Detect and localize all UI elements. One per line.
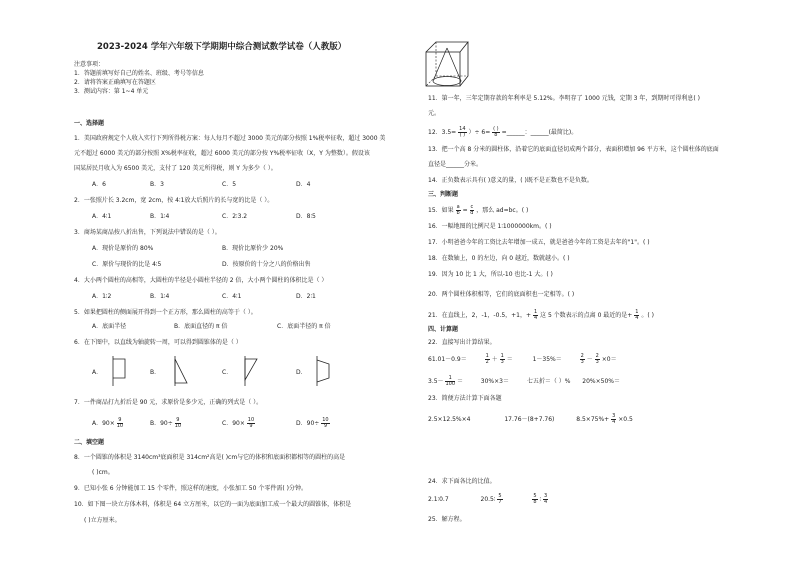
q1-option-a[interactable]: A．6: [92, 181, 106, 188]
ratio-item: ∶: [539, 496, 542, 503]
fraction-numerator: 10: [322, 417, 329, 423]
q4-option-a[interactable]: A．1∶2: [92, 293, 112, 300]
question-13-line: 直径是______分米。: [428, 161, 483, 168]
q7-option-b[interactable]: [150, 418, 181, 429]
fraction-1-3: $\frac{1}{3}$: [500, 353, 504, 365]
q3-option-b[interactable]: B．现价比原价少 20%: [222, 245, 284, 252]
q12-fraction-2: [492, 127, 500, 138]
fraction-2-3: $\frac{2}{3}$: [595, 353, 599, 365]
calc-item: 17.76－(8+7.76): [504, 416, 555, 423]
q1-option-b[interactable]: B．3: [150, 181, 164, 188]
ratio-item: 2.1∶0.7: [428, 496, 449, 503]
calc-item: ×0.5: [618, 416, 633, 423]
ratio-item: 20.5∶: [480, 496, 496, 503]
question-20: 20．两个圆柱体积相等，它们的底面积也一定相等。( ): [428, 291, 575, 298]
notes-line: 3．测试内容：第 1~4 单元: [74, 88, 149, 95]
q15-prefix: 15．如果: [428, 207, 454, 214]
calc-item: 1－35%＝: [532, 356, 562, 363]
q7-option-d[interactable]: [296, 418, 330, 429]
q6-figure-a: [108, 356, 130, 386]
q2-option-d[interactable]: D．8∶5: [296, 213, 316, 220]
question-11-line: 元。: [428, 110, 441, 117]
question-9: 9．已知小张 6 分钟能加工 15 个零件，照这样的速度，小张加工 50 个零件需( )分钟。: [74, 485, 307, 492]
q5-option-b[interactable]: B．底面直径的 π 倍: [174, 323, 228, 330]
q7-option-a-label: A．90×: [92, 420, 115, 427]
question-22: 22．直接写出计算结果。: [428, 339, 496, 346]
q2-option-a[interactable]: A．4∶1: [92, 213, 112, 220]
fraction-numerator: ( ): [493, 126, 499, 132]
cube-with-cone-figure: [424, 40, 472, 90]
q21-fraction: $\frac{1}{4}$: [533, 309, 538, 321]
question-10-line: 10．如下图一块立方体木料，体积是 64 立方厘米，以它的一面为底面加工成一个最大的圆锥体，体积是: [74, 501, 352, 508]
question-12: [428, 127, 577, 138]
calc-op: ＝: [506, 356, 513, 363]
question-14: 14．正负数表示具有( )意义的量，( )既不是正数也不是负数。: [428, 177, 593, 184]
q6-figure-b: [170, 356, 192, 386]
q5-option-c[interactable]: C．底面半径的 π 倍: [277, 323, 331, 330]
question-10-line: ( )立方厘米。: [84, 517, 121, 524]
question-1-line: 国某居民月收入为 6500 美元，支付了 120 美元所得税，则 Y 为多少（ ）。: [74, 165, 277, 172]
q2-option-c[interactable]: C．2∶3.2: [222, 213, 248, 220]
fraction-denominator: 10: [116, 423, 124, 429]
question-8-line: ( )cm。: [92, 469, 114, 476]
fraction-denominator: 9: [323, 423, 327, 429]
fraction-5-8: $\frac{5}{8}$: [533, 493, 537, 505]
calc-op: ×0＝: [601, 356, 617, 363]
q15-fraction-c-d: $\frac{c}{d}$: [470, 204, 474, 216]
q12-middle: ）÷ 6=: [468, 129, 491, 136]
question-15: 15．如果 $\frac{a}{b}$ = $\frac{c}{d}$ ，那么 ad=bc。( ): [428, 204, 529, 216]
q1-option-d[interactable]: D．4: [296, 181, 311, 188]
question-17: 17．小明爸爸今年的工资比去年增加一成五，就是爸爸今年的工资是去年的"1"。( ): [428, 239, 650, 246]
q7-option-d-fraction: [321, 418, 329, 429]
notes-line: 2．请将答案正确填写在答题区: [74, 79, 156, 86]
question-21: [428, 310, 654, 321]
calc-item: 30%×3＝: [480, 378, 509, 385]
q7-option-a[interactable]: [92, 418, 123, 429]
question-3: 3．商场某商品按八折出售，下列说法中错误的是（ ）。: [74, 229, 221, 236]
q6-option-b[interactable]: B．: [150, 369, 161, 376]
question-8-line: 8．一个圆锥的体积是 3140cm³底面积是 314cm²高是( )cm与它的体积和底面积都相等的圆柱的高是: [74, 454, 346, 461]
q1-option-c[interactable]: C．5: [222, 181, 237, 188]
question-1-line: 元不超过 6000 美元的部分按照 X%税率征收，超过 6000 美元的部分按 Y%税率征收（X，Y 为整数）。假设该: [74, 150, 370, 157]
calc-item: 3.5－: [428, 378, 444, 385]
q6-figure-c: [240, 356, 262, 386]
q6-option-a[interactable]: A．: [92, 369, 103, 376]
q7-option-c[interactable]: [222, 418, 255, 429]
question-2: 2．一张照片长 3.2cm，宽 2cm，按 4∶1放大后照片的长与宽的比是（ ）。: [74, 197, 274, 204]
q5-option-a[interactable]: A．底面半径: [92, 323, 127, 330]
calc-row-3: [428, 414, 633, 425]
section-heading-choice: 一、选择题: [74, 120, 105, 127]
fraction-numerator: 14: [459, 126, 466, 132]
question-4: 4．大小两个圆柱的高相等，大圆柱的半径是小圆柱半径的 2 倍，大小两个圆柱的体积比是（ ）: [74, 277, 328, 284]
calc-item: 61.01－0.9＝: [428, 356, 467, 363]
fraction-denominator: 8: [494, 132, 498, 138]
fraction-denominator: ( ): [459, 132, 466, 138]
q7-option-c-fraction: [247, 418, 255, 429]
q12-suffix: =______：______(最简比)。: [501, 129, 578, 136]
q3-option-d[interactable]: D．按原价的十分之八的价格出售: [222, 261, 311, 268]
question-18: 18．在数轴上，0 的左边，向 0 越近，数就越小。( ): [428, 255, 570, 262]
fraction-2-3: $\frac{2}{3}$: [580, 353, 584, 365]
notes-line: 1．答题前填写好自己的姓名、班级、考号等信息: [74, 70, 204, 77]
q6-figure-d: [312, 356, 334, 386]
calc-item: 8.5×75%+: [576, 416, 610, 423]
q3-option-a[interactable]: A．现价是原价的 80%: [92, 245, 154, 252]
section-heading-fill: 二、填空题: [74, 439, 105, 446]
question-19: 19．因为 10 比 1 大，所以-10 也比-1 大。( ): [428, 271, 553, 278]
question-24: 24．求下面各比的比值。: [428, 478, 496, 485]
section-heading-calc: 四、计算题: [428, 326, 459, 333]
question-11-line: 11．第一年，三年定期存款的年利率是 5.12%。李明存了 1000 元钱，定期 3 年，到期时可得利息( ): [428, 95, 700, 102]
q12-fraction-1: [458, 127, 466, 138]
q7-option-c-label: C．90×: [222, 420, 245, 427]
section-heading-judge: 三、判断题: [428, 191, 459, 198]
fraction-denominator: 9: [249, 423, 253, 429]
q21-tail: 这 5 个数表示的点离 0 最近的是+: [540, 312, 633, 319]
q2-option-b[interactable]: B．1∶4: [150, 213, 170, 220]
calc-op: ＋: [491, 356, 498, 363]
calc-row-1: [428, 354, 617, 365]
fraction-numerator: 9: [118, 417, 122, 423]
q7-option-b-label: B．90÷: [150, 420, 173, 427]
fraction-3-4: $\frac{3}{4}$: [612, 413, 616, 425]
fraction-1-2: $\frac{1}{2}$: [485, 353, 489, 365]
question-13-line: 13．把一个高 8 分米的圆柱体，沿着它的底面直径切成两个部分，表面积增加 96 平方米，这个圆柱体的底面: [428, 146, 719, 153]
fraction-denominator: 10: [174, 423, 182, 429]
q12-prefix: 12．3.5=: [428, 129, 457, 136]
ratio-row: [428, 494, 548, 505]
q15-fraction-a-b: $\frac{a}{b}$: [456, 204, 460, 216]
fraction-3-4: $\frac{3}{4}$: [543, 493, 548, 505]
q4-option-b[interactable]: B．1∶4: [150, 293, 170, 300]
calc-item: 20%×50%＝: [582, 378, 620, 385]
q7-option-b-fraction: [175, 418, 181, 429]
question-5: 5．如果把圆柱的侧面展开得到一个正方形，那么圆柱的高等于（ ）。: [74, 309, 257, 316]
q4-option-c[interactable]: C．4∶1: [222, 293, 242, 300]
question-7: 7．一件商品打九折后是 90 元，求原价是多少元，正确的列式是（ ）。: [74, 399, 263, 406]
q4-option-d[interactable]: D．2∶1: [296, 293, 316, 300]
q7-option-a-fraction: [117, 418, 123, 429]
question-6: 6．在下图中，以直线为轴旋转一周，可以得到圆锥体的是（ ）: [74, 339, 242, 346]
q21-end: 。( ): [641, 312, 654, 319]
question-16: 16．一幅地图的比例尺是 1∶1000000km。( ): [428, 223, 552, 230]
exam-title: 2023-2024 学年六年级下学期期中综合测试数学试卷（人教版）: [97, 42, 347, 52]
notes-heading: 注意事项：: [74, 61, 105, 68]
fraction-numerator: 9: [176, 417, 180, 423]
q7-option-d-label: D．90÷: [296, 420, 320, 427]
fraction-5-7: $\frac{5}{7}$: [498, 493, 502, 505]
fraction-numerator: 10: [247, 417, 255, 423]
q3-option-c[interactable]: C．原价与现价的比是 4∶5: [92, 261, 162, 268]
question-1-line: 1．美国政府规定个人收入实行下列所得税方案：每人每月不超过 3000 美元的部分按照 1%税率征收，超过 3000 美: [74, 135, 386, 142]
calc-op: ＝: [456, 378, 463, 385]
calc-op: －: [586, 356, 593, 363]
question-23: 23．简便方法计算下面各题: [428, 395, 502, 402]
calc-row-2: [428, 376, 620, 387]
q6-option-d[interactable]: D．: [296, 369, 307, 376]
q21-text: 21．在直线上，2，-1，-0.5，+1，+: [428, 312, 532, 319]
calc-item: 七五折＝（ ）%: [526, 378, 571, 385]
calc-item: 2.5×12.5%×4: [428, 416, 471, 423]
q15-suffix: ，那么 ad=bc。( ): [476, 207, 529, 214]
q6-option-c[interactable]: C．: [222, 369, 233, 376]
q21-fraction-answer: $\frac{1}{4}$: [635, 309, 639, 321]
fraction-1-100: $\frac{1}{100}$: [445, 375, 456, 387]
question-25: 25．解方程。: [428, 516, 466, 523]
